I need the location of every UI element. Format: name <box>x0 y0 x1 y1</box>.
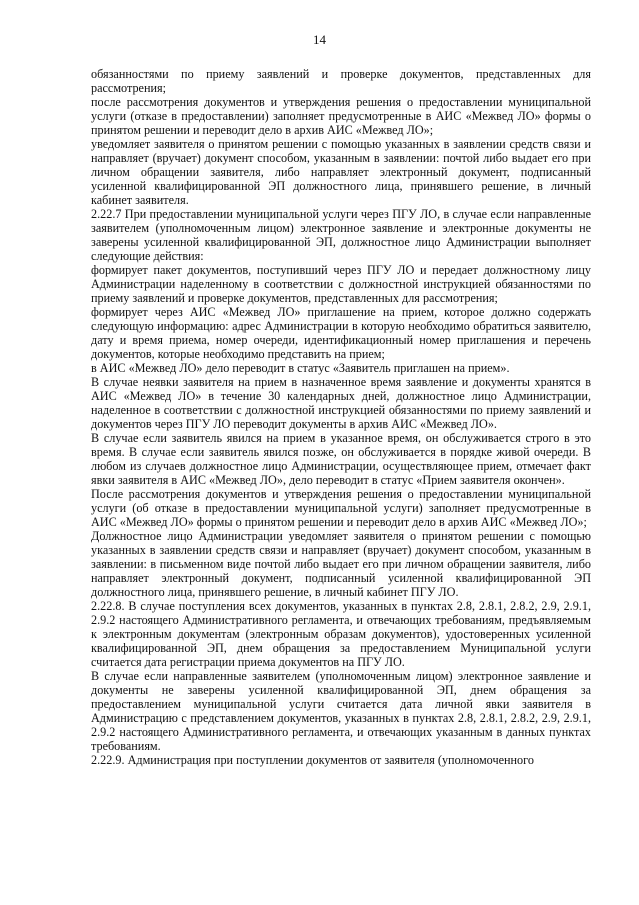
paragraph: 2.22.8. В случае поступления всех документов, указанных в пунктах 2.8, 2.8.1, 2.8.2, 2.9, 2.9.1, 2.9.2 настоящего Административного регламента, и отвечающих требованиям, предъявляемым к электронным документам (электронным образам документов), удостоверенных усиленной квалифицированной ЭП, днем обращения за предоставлением Муниципальной услуги считается дата регистрации приема документов на ПГУ ЛО. <box>91 599 591 669</box>
paragraph: обязанностями по приему заявлений и проверке документов, представленных для рассмотрения; <box>91 67 591 95</box>
paragraph: 2.22.9. Администрация при поступлении документов от заявителя (уполномоченного <box>91 753 534 767</box>
document-body <box>91 67 591 767</box>
paragraph: 2.22.7 При предоставлении муниципальной услуги через ПГУ ЛО, в случае если направленные заявителем (уполномоченным лицом) электронное заявление и электронные документы не заверены усиленной квалифицированной ЭП, должностное лицо Администрации выполняет следующие действия: <box>91 207 591 263</box>
paragraph: Должностное лицо Администрации уведомляет заявителя о принятом решении с помощью указанных в заявлении средств связи и направляет (вручает) документ способом, указанным в заявлении: в письменном виде почтой либо выдает его при личном обращении заявителя, либо направляет электронный документ, подписанный усиленной квалифицированной ЭП должностного лица, принявшего решение, в личный кабинет ПГУ ЛО. <box>91 529 591 599</box>
paragraph: в АИС «Межвед ЛО» дело переводит в статус «Заявитель приглашен на прием». <box>91 361 510 375</box>
paragraph: формирует через АИС «Межвед ЛО» приглашение на прием, которое должно содержать следующую информацию: адрес Администрации в которую необходимо обратиться заявителю, дату и время приема, номер очереди, идентификационный номер приглашения и перечень документов, которые необходимо представить на прием; <box>91 305 591 361</box>
paragraph: уведомляет заявителя о принятом решении с помощью указанных в заявлении средств связи и направляет (вручает) документ способом, указанным в заявлении: почтой либо выдает его при личном обращении заявителя, либо направляет электронный документ, подписанный усиленной квалифицированной ЭП должностного лица, принявшего решение, в личный кабинет заявителя. <box>91 137 591 207</box>
paragraph: В случае если направленные заявителем (уполномоченным лицом) электронное заявление и документы не заверены усиленной квалифицированной ЭП, днем обращения за предоставлением муниципальной услуги считается дата личной явки заявителя в Администрацию с представлением документов, указанных в пунктах 2.8, 2.8.1, 2.8.2, 2.9, 2.9.1, 2.9.2 настоящего Административного регламента, и отвечающих указанным в данных пунктах требованиям. <box>91 669 591 753</box>
paragraph: После рассмотрения документов и утверждения решения о предоставлении муниципальной услуги (об отказе в предоставлении муниципальной услуги) заполняет предусмотренные в АИС «Межвед ЛО» формы о принятом решении и переводит дело в архив АИС «Межвед ЛО»; <box>91 487 591 529</box>
paragraph: В случае неявки заявителя на прием в назначенное время заявление и документы хранятся в АИС «Межвед ЛО» в течение 30 календарных дней, должностное лицо Администрации, наделенное в соответствии с должностной инструкцией обязанностями по приему заявлений и документов через ПГУ ЛО переводит документы в архив АИС «Межвед ЛО». <box>91 375 591 431</box>
paragraph: В случае если заявитель явился на прием в указанное время, он обслуживается строго в это время. В случае если заявитель явился позже, он обслуживается в порядке живой очереди. В любом из случаев должностное лицо Администрации, осуществляющее прием, отмечает факт явки заявителя в АИС «Межвед ЛО», дело переводит в статус «Прием заявителя окончен». <box>91 431 591 487</box>
page-number: 14 <box>313 32 326 47</box>
paragraph: после рассмотрения документов и утверждения решения о предоставлении муниципальной услуги (отказе в предоставлении) заполняет предусмотренные в АИС «Межвед ЛО» формы о принятом решении и переводит дело в архив АИС «Межвед ЛО»; <box>91 95 591 137</box>
paragraph: формирует пакет документов, поступивший через ПГУ ЛО и передает должностному лицу Администрации наделенному в соответствии с должностной инструкцией обязанностями по приему заявлений и проверке документов, представленных для рассмотрения; <box>91 263 591 305</box>
